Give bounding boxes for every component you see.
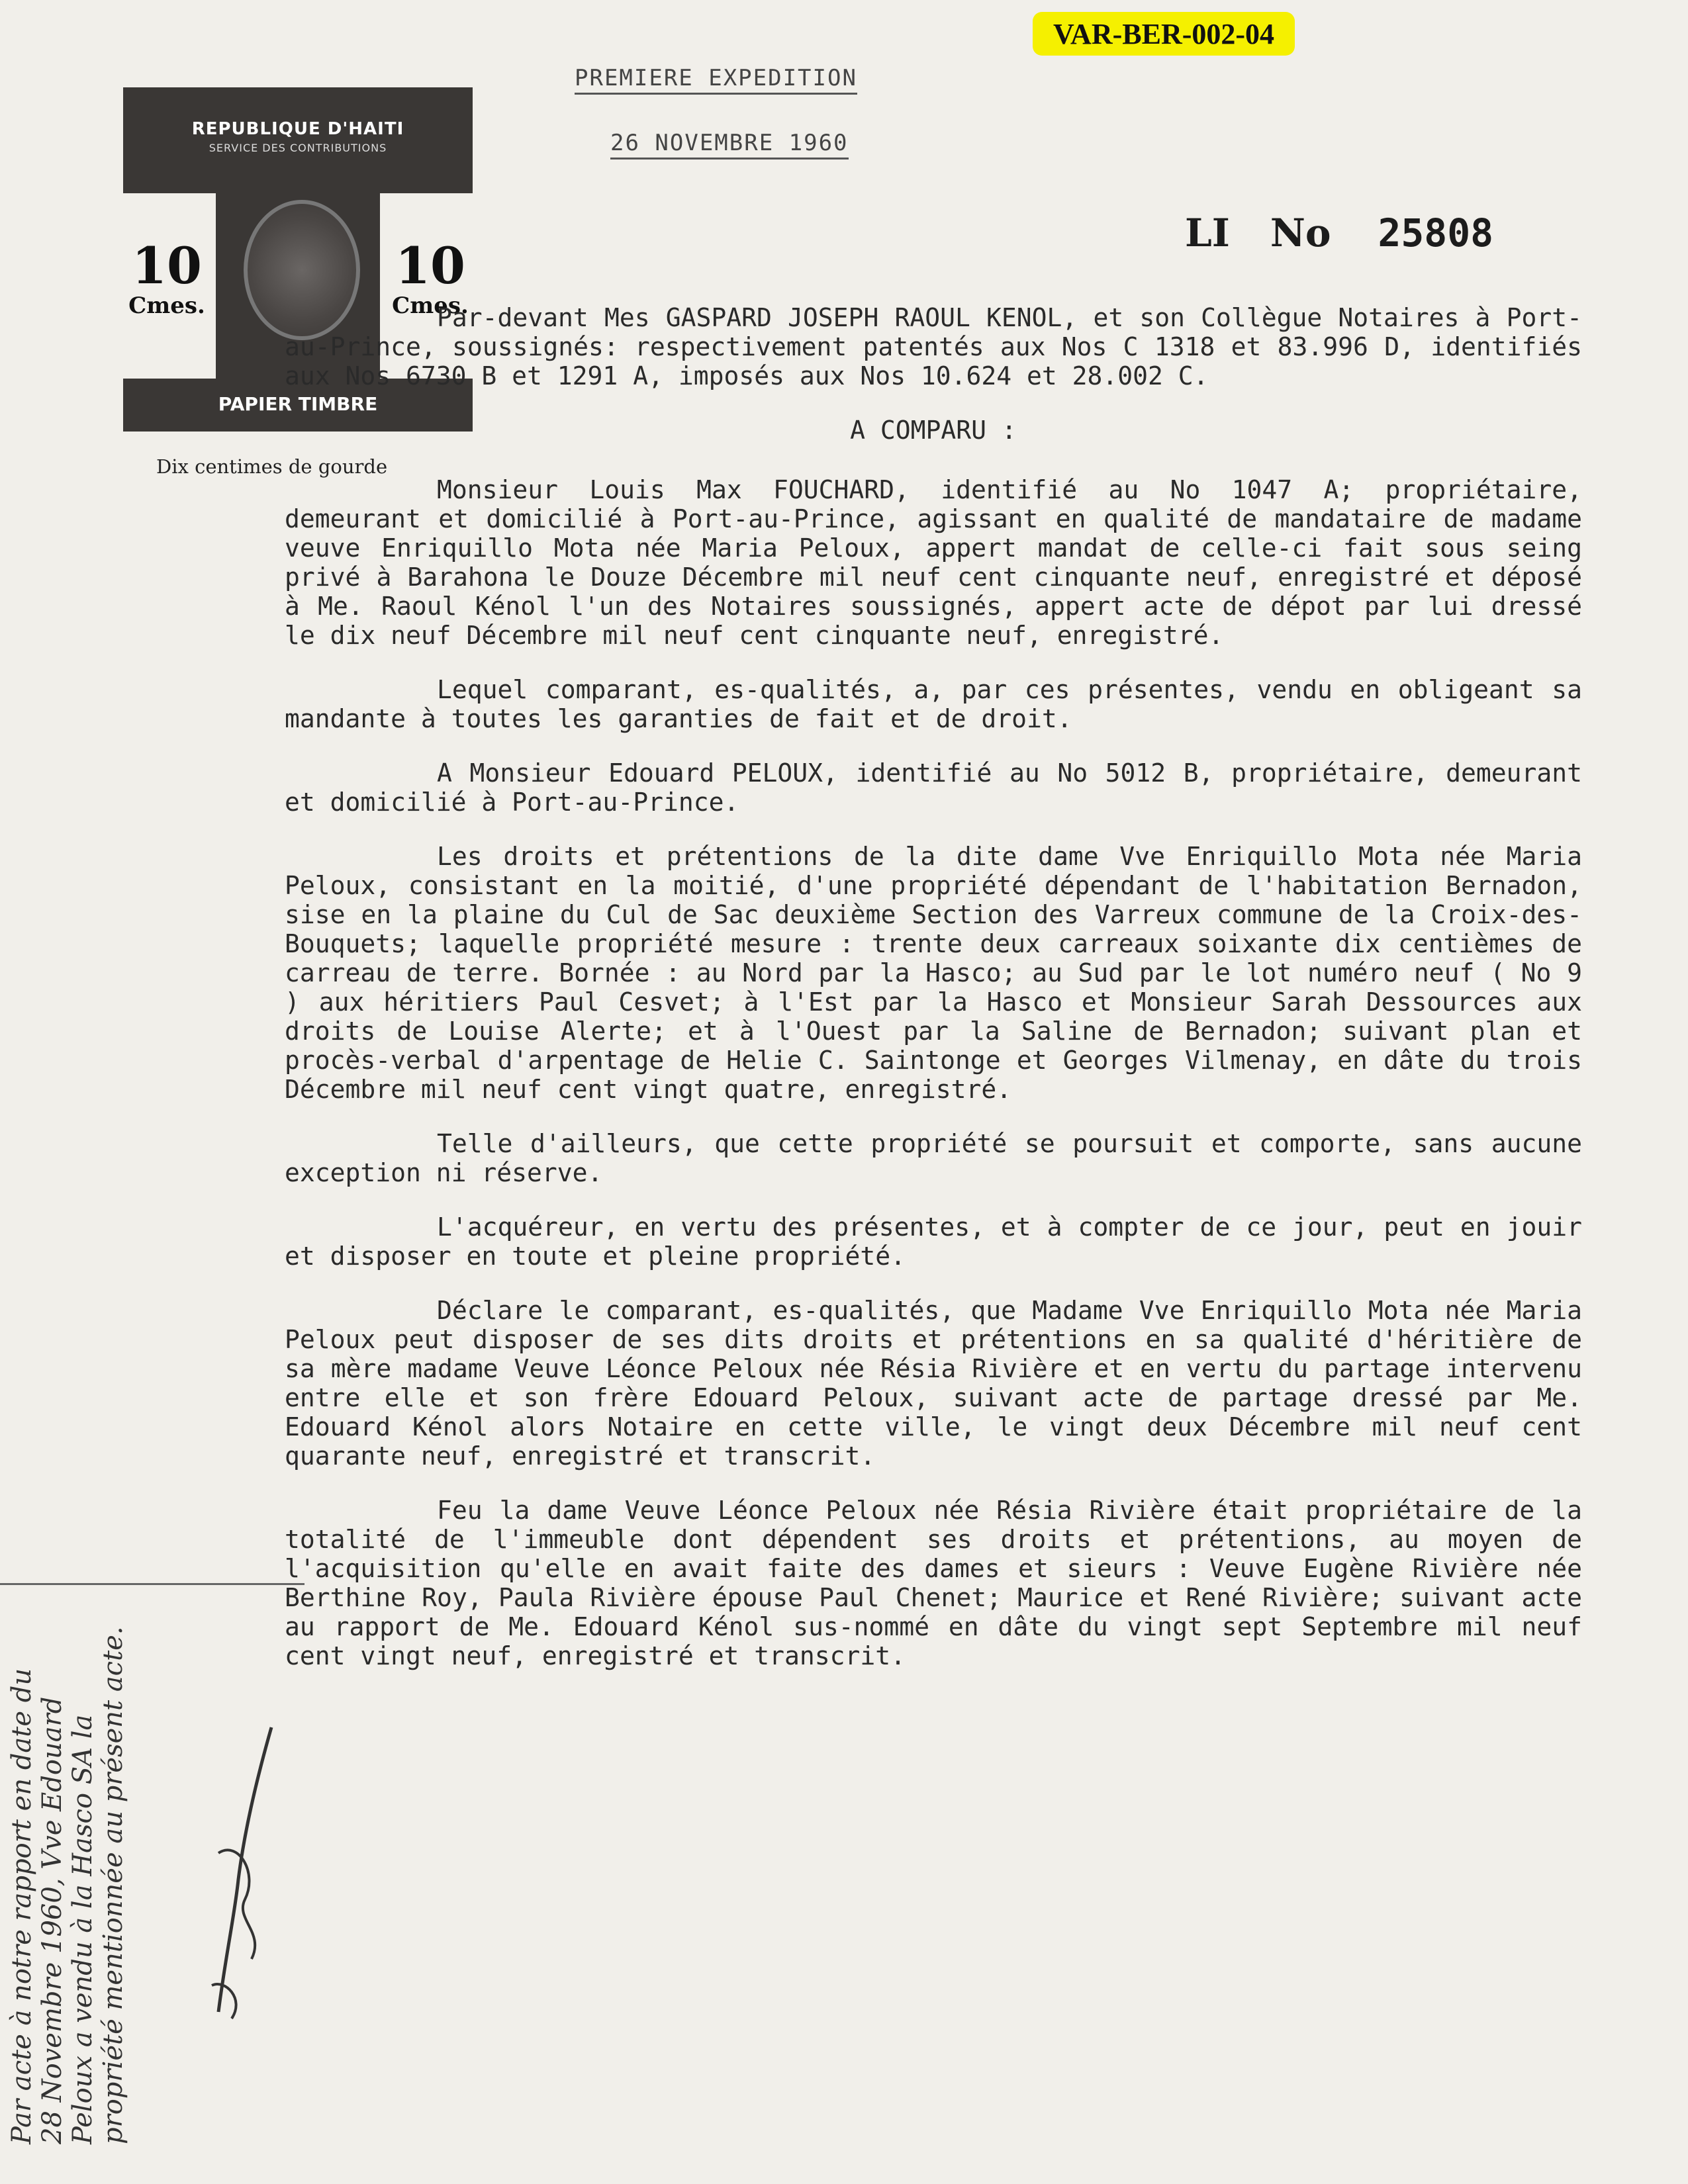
stamp-subtitle: SERVICE DES CONTRIBUTIONS [209,142,387,154]
margin-divider [0,1583,305,1585]
inheritance-paragraph: Déclare le comparant, es-qualités, que Madame Vve Enriquillo Mota née Maria Peloux peut disposer de ses dits droits et prétentions en sa qualité d'héritière de sa mère madame Veuve Léonce Peloux née Résia Rivière et en vertu du partage intervenu entre elle et son frère Edouard Peloux, suivant acte de partage dressé par Me. Edouard Kénol alors Notaire en cette ville, le vingt deux Décembre mil neuf cent quarante neuf, enregistré et transcrit. [285,1296,1582,1471]
appeared-heading: A COMPARU : [850,416,1017,445]
stamp-footer: PAPIER TIMBRE [218,393,378,415]
stamp-title: REPUBLIQUE D'HAITI [191,119,404,139]
registry-no-label: No [1270,210,1331,255]
stamp-top-bar [123,87,473,193]
stamp-left-denomination [120,236,213,319]
expedition-heading [575,65,857,91]
property-paragraph: Les droits et prétentions de la dite dame Vve Enriquillo Mota née Maria Peloux, consistant en la moitié, d'une propriété dépendant de l'habitation Bernadon, sise en la plaine du Cul de Sac deuxième Section des Varreux commune de la Croix-des-Bouquets; laquelle propriété mesure : trente deux carreaux soixante dix centièmes de carreau de terre. Bornée : au Nord par la Hasco; au Sud par le lot numéro neuf ( No 9 ) aux héritiers Paul Cesvet; à l'Est par la Hasco et Monsieur Sarah Dessources aux droits de Louise Alerte; et à l'Ouest par la Saline de Bernadon; suivant plan et procès-verbal d'arpentage de Helie C. Saintonge et Georges Vilmenay, en dâte du trois Décembre mil neuf cent vingt quatre, enregistré. [285,842,1582,1104]
seller-paragraph: Monsieur Louis Max FOUCHARD, identifié au No 1047 A; propriétaire, demeurant et domicilié à Port-au-Prince, agissant en qualité de mandataire de madame veuve Enriquillo Mota née Maria Peloux, appert mandat de celle-ci fait sous seing privé à Barahona le Douze Décembre mil neuf cent cinquante neuf, enregistré et déposé à Me. Raoul Kénol l'un des Notaires soussignés, appert acte de dépot par lui dressé le dix neuf Décembre mil neuf cent cinquante neuf, enregistré. [285,475,1582,650]
handwritten-margin-note [7,1626,128,2144]
margin-note-line: propriété mentionnée au présent acte. [98,1626,128,2144]
margin-note-line: Peloux a vendu à la Hasco SA la [68,1714,98,2144]
right-value: 10 [395,236,465,295]
notary-paragraph: Par-devant Mes GASPARD JOSEPH RAOUL KENOL, et son Collègue Notaires à Port-au-Prince, soussignés: respectivement patentés aux Nos C 1318 et 83.996 D, identifiés aux Nos 6730 B et 1291 A, imposés aux Nos 10.624 et 28.002 C. [285,303,1582,390]
sale-paragraph: Lequel comparant, es-qualités, a, par ces présentes, vendu en obligeant sa mandante à toutes les garanties de fait et de droit. [285,675,1582,733]
margin-note-line: Par acte à notre rapport en date du [7,1668,37,2144]
scope-paragraph: Telle d'ailleurs, que cette propriété se poursuit et comporte, sans aucune exception ni réserve. [285,1129,1582,1187]
deed-body [285,303,1582,1696]
registry-number-line [1185,210,1493,255]
date-text: 26 NOVEMBRE 1960 [610,130,849,159]
buyer-paragraph: A Monsieur Edouard PELOUX, identifié au No 5012 B, propriétaire, demeurant et domicilié à Port-au-Prince. [285,758,1582,817]
left-value: 10 [132,236,202,295]
left-unit: Cmes. [128,293,205,319]
stamp-caption: Dix centimes de gourde [156,455,388,478]
registry-number: 25808 [1378,210,1494,255]
document-date [610,130,849,156]
right-unit: Cmes. [392,293,469,319]
expedition-text: PREMIERE EXPEDITION [575,65,857,95]
possession-paragraph: L'acquéreur, en vertu des présentes, et à compter de ce jour, peut en jouir et disposer en toute et pleine propriété. [285,1212,1582,1271]
registry-prefix: LI [1185,210,1230,255]
signature-icon [199,1721,291,2025]
origin-paragraph: Feu la dame Veuve Léonce Peloux née Résia Rivière était propriétaire de la totalité de l'immeuble dont dépendent ses droits et prétentions, au moyen de l'acquisition qu'elle en avait faite des dames et sieurs : Veuve Eugène Rivière née Berthine Roy, Paula Rivière épouse Paul Chenet; Maurice et René Rivière; suivant acte au rapport de Me. Edouard Kénol sus-nommé en dâte du vingt sept Septembre mil neuf cent vingt neuf, enregistré et transcrit. [285,1496,1582,1670]
margin-note-line: 28 Novembre 1960, Vve Edouard [37,1696,68,2144]
document-id-badge: VAR-BER-002-04 [1033,12,1295,56]
